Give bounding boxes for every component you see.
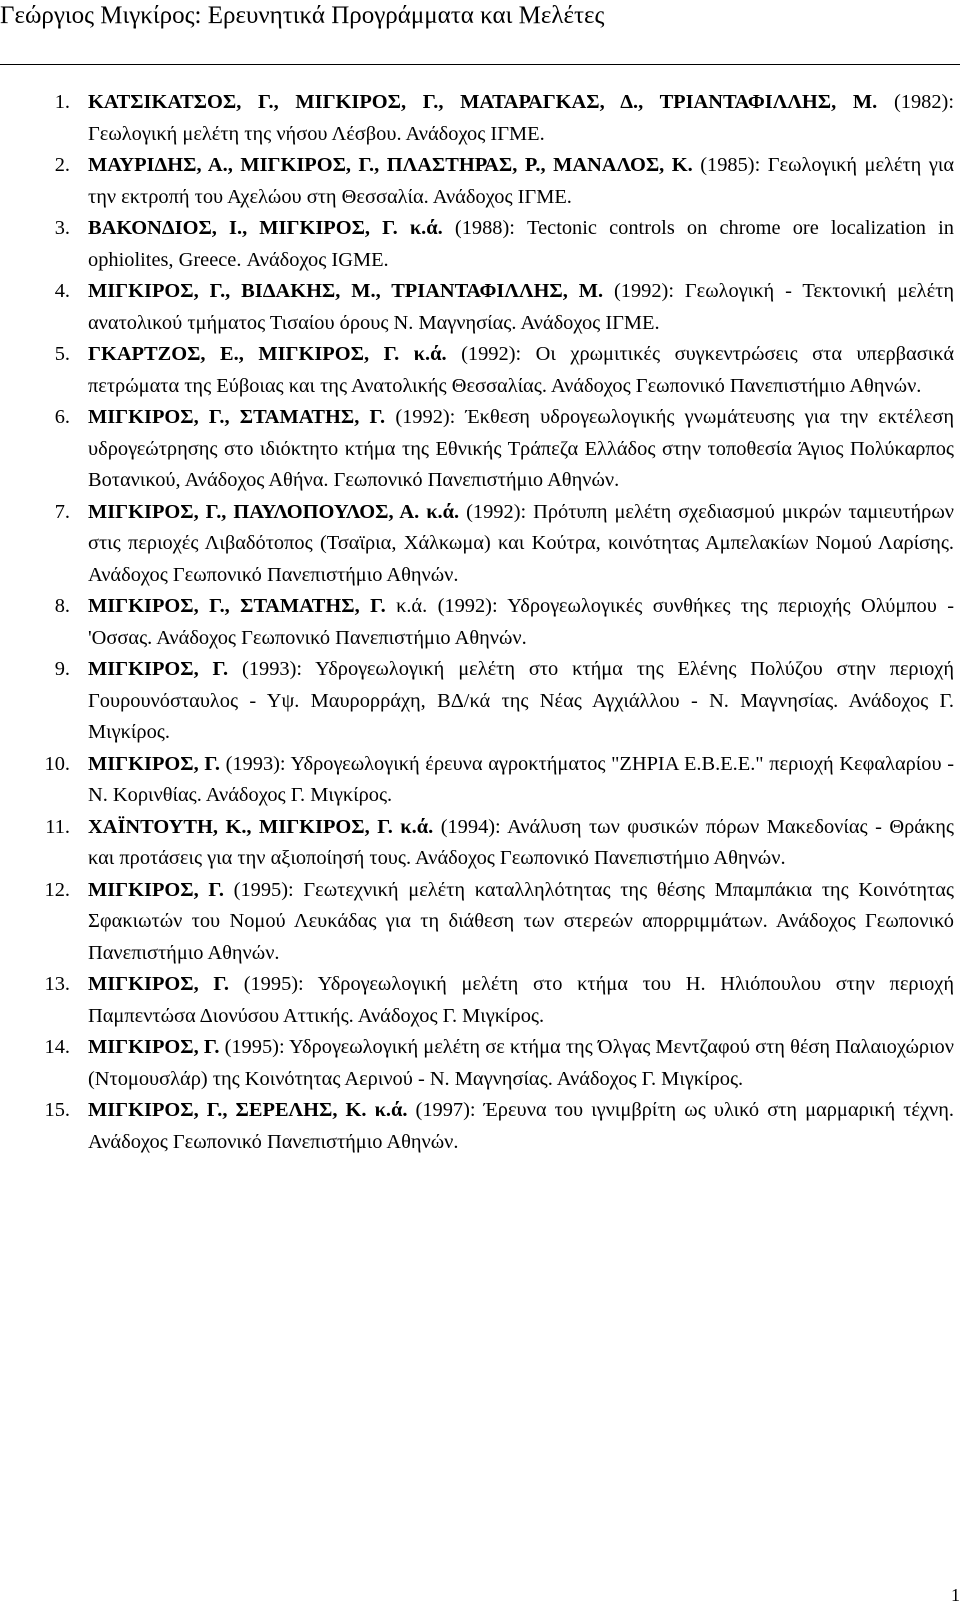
item-authors: ΜΙΓΚΙΡΟΣ, Γ., ΣΕΡΕΛΗΣ, Κ. κ.ά.	[88, 1099, 408, 1121]
item-text: (1995): Γεωτεχνική μελέτη καταλληλότητας της θέσης Μπαμπάκια της Κοινότητας Σφακιωτών του Νομού Λευκάδας για τη διάθεση των στερεών απορριμμάτων. Ανάδοχος Γεωπονικό Πανεπιστήμιο Αθηνών.	[88, 878, 954, 964]
item-number: 5.	[54, 343, 70, 365]
list-item	[0, 654, 960, 749]
list-item	[0, 591, 960, 654]
item-authors: ΒΑΚΟΝΔΙΟΣ, Ι., ΜΙΓΚΙΡΟΣ, Γ. κ.ά.	[88, 217, 443, 239]
item-number: 2.	[54, 154, 70, 176]
item-text: (1993): Υδρογεωλογική μελέτη στο κτήμα της Ελένης Πολύζου στην περιοχή Γουρουνόσταυλος - Υψ. Μαυρορράχη, ΒΔ/κά της Νέας Αγχιάλλου - Ν. Μαγνησίας. Ανάδοχος Γ. Μιγκίρος.	[88, 658, 954, 743]
list-item	[0, 749, 960, 812]
list-item	[0, 213, 960, 276]
item-authors: ΜΙΓΚΙΡΟΣ, Γ., ΠΑΥΛΟΠΟΥΛΟΣ, Α. κ.ά.	[88, 500, 460, 523]
list-item	[0, 276, 960, 339]
item-number: 8.	[54, 595, 70, 617]
item-text: (1992): Οι χρωμιτικές συγκεντρώσεις στα υπερβασικά πετρώματα της Εύβοιας και της Ανατολικής Θεσσαλίας. Ανάδοχος Γεωπονικό Πανεπιστήμιο Αθηνών.	[88, 343, 954, 397]
item-text: (1994): Ανάλυση των φυσικών πόρων Μακεδονίας - Θράκης και προτάσεις για την αξιοποίησή τους. Ανάδοχος Γεωπονικό Πανεπιστήμιο Αθηνών.	[88, 815, 954, 869]
item-text: (1997): Έρευνα του ιγνιμβρίτη ως υλικό στη μαρμαρική τέχνη. Ανάδοχος Γεωπονικό Πανεπιστήμιο Αθηνών.	[88, 1099, 954, 1153]
item-authors: ΓΚΑΡΤΖΟΣ, Ε., ΜΙΓΚΙΡΟΣ, Γ. κ.ά.	[88, 343, 447, 365]
item-text: (1992): Γεωλογική - Τεκτονική μελέτη ανατολικού τμήματος Τισαίου όρους Ν. Μαγνησίας. Ανάδοχος ΙΓΜΕ.	[88, 280, 954, 334]
item-number: 9.	[54, 658, 70, 680]
list-item	[0, 875, 960, 970]
item-text: (1995): Υδρογεωλογική μελέτη στο κτήμα του Η. Ηλιόπουλου στην περιοχή Παμπεντώσα Διονύσου Αττικής. Ανάδοχος Γ. Μιγκίρος.	[88, 973, 954, 1027]
item-text: (1993): Υδρογεωλογική έρευνα αγροκτήματος "ΖΗΡΙΑ Ε.Β.Ε.Ε." περιοχή Κεφαλαρίου - Ν. Κορινθίας. Ανάδοχος Γ. Μιγκίρος.	[88, 752, 954, 806]
item-authors: ΜΙΓΚΙΡΟΣ, Γ., ΣΤΑΜΑΤΗΣ, Γ.	[88, 595, 386, 617]
page-title: Γεώργιος Μιγκίρος: Ερευνητικά Προγράμματα και Μελέτες	[0, 2, 605, 29]
list-item	[0, 1095, 960, 1158]
item-authors: ΜΑΥΡΙΔΗΣ, Α., ΜΙΓΚΙΡΟΣ, Γ., ΠΛΑΣΤΗΡΑΣ, Ρ., ΜΑΝΑΛΟΣ, Κ.	[88, 154, 693, 176]
item-number: 11.	[45, 815, 70, 838]
item-text: (1992): Έκθεση υδρογεωλογικής γνωμάτευσης για την εκτέλεση υδρογεώτρησης στο ιδιόκτητο κτήμα της Εθνικής Τράπεζα Ελλάδος στην τοποθεσία Άγιος Πολύκαρπος Βοτανικού, Ανάδοχος Αθήνα. Γεωπονικό Πανεπιστήμιο Αθηνών.	[88, 406, 955, 491]
item-text: (1992): Πρότυπη μελέτη σχεδιασμού μικρών ταμιευτήρων στις περιοχές Λιβαδότοπος (Τσαϊρια, Χάλκωμα) και Κούτρα, κοινότητας Αμπελακίων Νομού Λαρίσης. Ανάδοχος Γεωπονικό Πανεπιστήμιο Αθηνών.	[88, 500, 954, 586]
item-number: 12.	[44, 878, 70, 901]
item-text: (1988): Tectonic controls on chrome ore localization in ophiolites, Greece. Ανάδοχος IGME.	[88, 217, 954, 271]
item-number: 10.	[44, 752, 70, 775]
list-item	[0, 150, 960, 213]
item-authors: ΚΑΤΣΙΚΑΤΣΟΣ, Γ., ΜΙΓΚΙΡΟΣ, Γ., ΜΑΤΑΡΑΓΚΑΣ, Δ., ΤΡΙΑΝΤΑΦΙΛΛΗΣ, Μ.	[88, 91, 878, 113]
item-authors: ΜΙΓΚΙΡΟΣ, Γ.	[88, 658, 229, 680]
item-authors: ΧΑΪΝΤΟΥΤΗ, Κ., ΜΙΓΚΙΡΟΣ, Γ. κ.ά.	[88, 815, 434, 838]
item-number: 13.	[44, 973, 70, 995]
item-authors: ΜΙΓΚΙΡΟΣ, Γ.	[88, 752, 220, 775]
list-item	[0, 402, 960, 497]
list-item	[0, 812, 960, 875]
list-item	[0, 497, 960, 592]
page-number: 1	[951, 1585, 960, 1605]
item-number: 1.	[54, 91, 70, 113]
item-authors: ΜΙΓΚΙΡΟΣ, Γ.	[88, 1036, 220, 1058]
item-number: 15.	[44, 1099, 70, 1121]
list-item	[0, 969, 960, 1032]
item-authors: ΜΙΓΚΙΡΟΣ, Γ., ΣΤΑΜΑΤΗΣ, Γ.	[88, 406, 386, 428]
list-item	[0, 339, 960, 402]
item-authors: ΜΙΓΚΙΡΟΣ, Γ.	[88, 878, 224, 901]
item-number: 4.	[54, 280, 70, 302]
item-authors: ΜΙΓΚΙΡΟΣ, Γ., ΒΙΔΑΚΗΣ, Μ., ΤΡΙΑΝΤΑΦΙΛΛΗΣ, Μ.	[88, 280, 604, 302]
item-authors: ΜΙΓΚΙΡΟΣ, Γ.	[88, 973, 229, 995]
item-number: 7.	[54, 500, 70, 523]
item-number: 3.	[54, 217, 70, 239]
list-item	[0, 1032, 960, 1095]
item-number: 6.	[54, 406, 70, 428]
item-text: (1995): Υδρογεωλογική μελέτη σε κτήμα της Όλγας Μεντζαφού στη θέση Παλαιοχώριον (Ντομουσλάρ) της Κοινότητας Αερινού - Ν. Μαγνησίας. Ανάδοχος Γ. Μιγκίρος.	[88, 1036, 954, 1090]
publication-list	[0, 87, 960, 1158]
item-text: (1985): Γεωλογική μελέτη για την εκτροπή του Αχελώου στη Θεσσαλία. Ανάδοχος ΙΓΜΕ.	[88, 154, 954, 208]
item-text: (1982): Γεωλογική μελέτη της νήσου Λέσβου. Ανάδοχος ΙΓΜΕ.	[88, 91, 955, 145]
item-text: κ.ά. (1992): Υδρογεωλογικές συνθήκες της περιοχής Ολύμπου - 'Οσσας. Ανάδοχος Γεωπονικό Πανεπιστήμιο Αθηνών.	[88, 595, 954, 649]
item-number: 14.	[44, 1036, 70, 1058]
list-item	[0, 87, 960, 150]
title-divider	[0, 64, 960, 65]
